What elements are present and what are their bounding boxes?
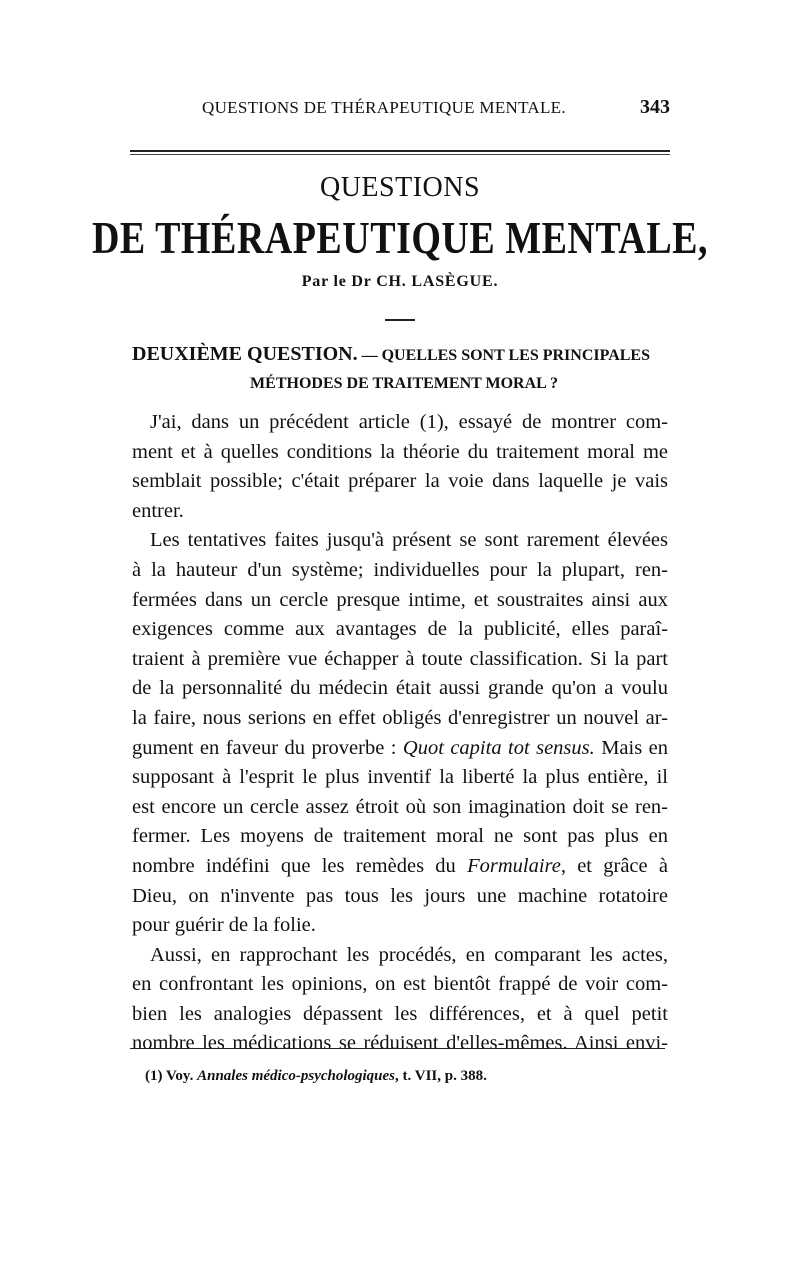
- body-line: [132, 615, 668, 645]
- footnote-prefix: (1) Voy.: [145, 1068, 198, 1084]
- body-line: [132, 793, 668, 823]
- body-line-italic: Quot capita tot sensus.: [402, 736, 595, 759]
- body-line-text: pour guérir de la folie.: [132, 914, 316, 937]
- body-line: [132, 911, 668, 941]
- body-line-text: traient à première vue échapper à toute classification. Si la part: [132, 647, 668, 670]
- footnote-suffix: , t. VII, p. 388.: [395, 1068, 487, 1084]
- body-line: [132, 941, 668, 971]
- body-line-text: nombre les médications se réduisent d'elles-mêmes. Ainsi envi-: [132, 1032, 668, 1055]
- body-line: [132, 734, 668, 764]
- body-line: [132, 970, 668, 1000]
- page-number: 343: [640, 96, 670, 118]
- body-line-text: Aussi, en rapprochant les procédés, en comparant les actes,: [150, 943, 668, 966]
- article-author: Par le Dr CH. LASÈGUE.: [301, 273, 499, 290]
- body-line-text: nombre indéfini que les remèdes du: [132, 854, 468, 877]
- header-rule-thin: [130, 154, 670, 155]
- body-line: [132, 852, 668, 882]
- body-line: [132, 586, 668, 616]
- body-line-text: exigences comme aux avantages de la publicité, elles paraî-: [132, 618, 668, 641]
- footnote-rule: [130, 1048, 665, 1049]
- body-line-text: gument en faveur du proverbe :: [132, 736, 403, 759]
- body-line-text: de la personnalité du médecin était aussi grande qu'on a voulu: [132, 677, 668, 700]
- body-line: [132, 763, 668, 793]
- body-line-text: J'ai, dans un précédent article (1), essayé de montrer com-: [150, 411, 668, 433]
- body-line-text: entrer.: [132, 499, 184, 522]
- question-heading: [132, 340, 672, 398]
- question-text-line1: — QUELLES SONT LES PRINCIPALES: [357, 347, 650, 364]
- running-header: [130, 98, 670, 122]
- body-line-text: est encore un cercle assez étroit où son imagination doit se ren-: [132, 795, 668, 818]
- body-line-text: en confrontant les opinions, on est bientôt frappé de voir com-: [132, 973, 668, 996]
- body-line: [132, 822, 668, 852]
- title-separator: [385, 319, 415, 321]
- body-line: [132, 645, 668, 675]
- header-rule: [130, 150, 670, 152]
- body-line-text: Dieu, on n'invente pas tous les jours une machine rotatoire: [132, 884, 668, 907]
- body-line: [132, 526, 668, 556]
- article-title-line2: DE THÉRAPEUTIQUE MENTALE,: [91, 213, 709, 264]
- body-line: [132, 882, 668, 912]
- footnote: [145, 1068, 487, 1085]
- running-title: QUESTIONS DE THÉRAPEUTIQUE MENTALE.: [202, 98, 566, 117]
- body-line: [132, 1029, 668, 1059]
- body-line-text: fermer. Les moyens de traitement moral ne sont pas plus en: [132, 825, 668, 848]
- body-line-italic: Formulaire: [467, 854, 561, 877]
- footnote-journal: Annales médico-psychologiques: [197, 1068, 396, 1084]
- body-text: [132, 408, 668, 1059]
- body-line: [132, 704, 668, 734]
- body-line-text: la faire, nous serions en effet obligés d'enregistrer un nouvel ar-: [132, 706, 668, 729]
- question-text-line2: MÉTHODES DE TRAITEMENT MORAL ?: [250, 375, 558, 392]
- body-line: [132, 438, 668, 468]
- body-line: [132, 467, 668, 497]
- body-line-text: à la hauteur d'un système; individuelles pour la plupart, ren-: [132, 558, 668, 581]
- body-line-after: Mais en: [594, 736, 668, 759]
- body-line: [132, 497, 668, 527]
- body-line: [132, 556, 668, 586]
- body-line: [132, 408, 668, 438]
- body-line-text: bien les analogies dépassent les différences, et à quel petit: [132, 1002, 668, 1025]
- question-lead: DEUXIÈME QUESTION.: [132, 343, 358, 365]
- body-line-text: semblait possible; c'était préparer la voie dans laquelle je vais: [132, 470, 668, 493]
- body-line: [132, 1000, 668, 1030]
- body-line-after: , et grâce à: [560, 854, 668, 877]
- body-line: [132, 674, 668, 704]
- body-line-text: supposant à l'esprit le plus inventif la liberté la plus entière, il: [132, 766, 668, 789]
- article-title-line1: QUESTIONS: [319, 172, 481, 203]
- body-line-text: fermées dans un cercle presque intime, et soustraites ainsi aux: [132, 588, 668, 611]
- body-line-text: ment et à quelles conditions la théorie du traitement moral me: [132, 440, 668, 463]
- body-line-text: Les tentatives faites jusqu'à présent se sont rarement élevées: [150, 529, 668, 552]
